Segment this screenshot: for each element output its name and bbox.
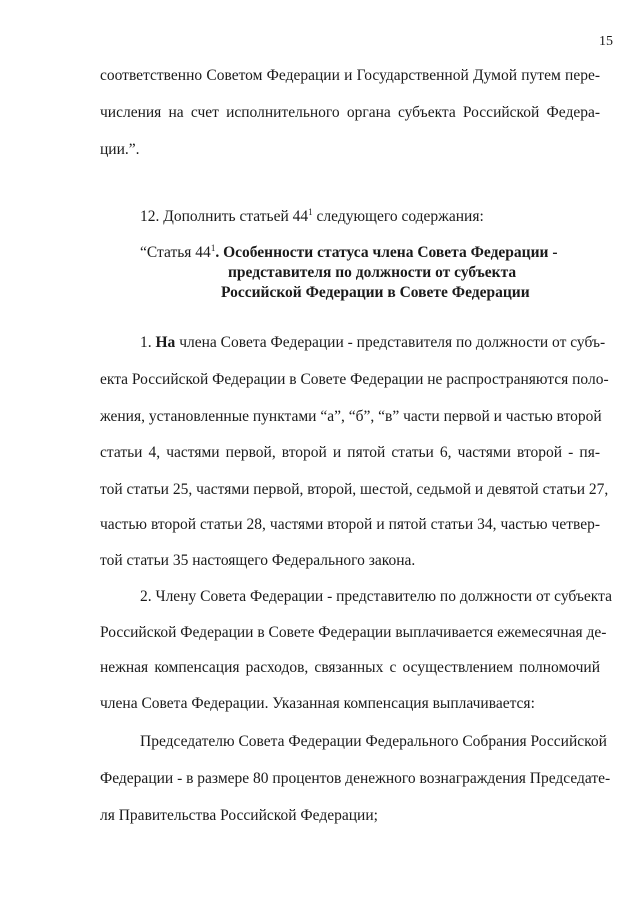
item-12-sup: 1 <box>308 206 313 217</box>
article-title-line-1: . Особенности статуса члена Совета Федерации - <box>215 244 558 261</box>
para3-line-2: Федерации - в размере 80 процентов денежного вознаграждения Председате- <box>100 770 611 787</box>
para2-line-2: Российской Федерации в Совете Федерации выплачивается ежемесячная де- <box>100 624 607 641</box>
para1-line-5: той статьи 25, частями первой, второй, шестой, седьмой и девятой статьи 27, <box>100 481 609 498</box>
para3-line-3: ля Правительства Российской Федерации; <box>100 807 378 824</box>
para2-line-1: 2. Члену Совета Федерации - представителю по должности от субъекта <box>140 588 612 605</box>
para1-line-6: частью второй статьи 28, частями второй и пятой статьи 34, частью четвер- <box>100 516 600 533</box>
continuation-line-1: соответственно Советом Федерации и Государственной Думой путем пере- <box>100 67 600 84</box>
para2-line-3: нежная компенсация расходов, связанных с осуществлением полномочий <box>100 659 600 676</box>
article-title-line-3: Российской Федерации в Совете Федерации <box>221 284 530 301</box>
para1-line-3: жения, установленные пунктами “а”, “б”, “в” части первой и частью второй <box>100 408 602 425</box>
para1-bold-word: На <box>155 334 176 351</box>
article-prefix: “Статья 44 <box>140 244 211 261</box>
para1-line-7: той статьи 35 настоящего Федерального закона. <box>100 552 416 569</box>
para2-line-4: члена Совета Федерации. Указанная компенсация выплачивается: <box>100 695 535 712</box>
item-12-pre: 12. Дополнить статьей 44 <box>140 208 309 225</box>
item-12 <box>140 207 484 227</box>
para1-line-4: статьи 4, частями первой, второй и пятой статьи 6, частями второй - пя- <box>100 444 600 461</box>
page-number: 15 <box>599 34 613 49</box>
continuation-line-3: ции.”. <box>100 141 140 158</box>
para1-number: 1. <box>140 334 156 351</box>
item-12-post: следующего содержания: <box>312 208 484 225</box>
para1-line-1 <box>140 333 606 353</box>
para3-line-1: Председателю Совета Федерации Федерального Собрания Российской <box>140 733 607 750</box>
article-sup: 1 <box>210 242 216 253</box>
para1-line-2: екта Российской Федерации в Совете Федерации не распространяются поло- <box>100 371 609 388</box>
article-heading-line-1 <box>140 243 558 263</box>
para1-line-1-rest: члена Совета Федерации - представителя по должности от субъ- <box>175 334 606 351</box>
article-title-line-2: представителя по должности от субъекта <box>228 264 517 281</box>
continuation-line-2: числения на счет исполнительного органа субъекта Российской Федера- <box>100 104 600 121</box>
